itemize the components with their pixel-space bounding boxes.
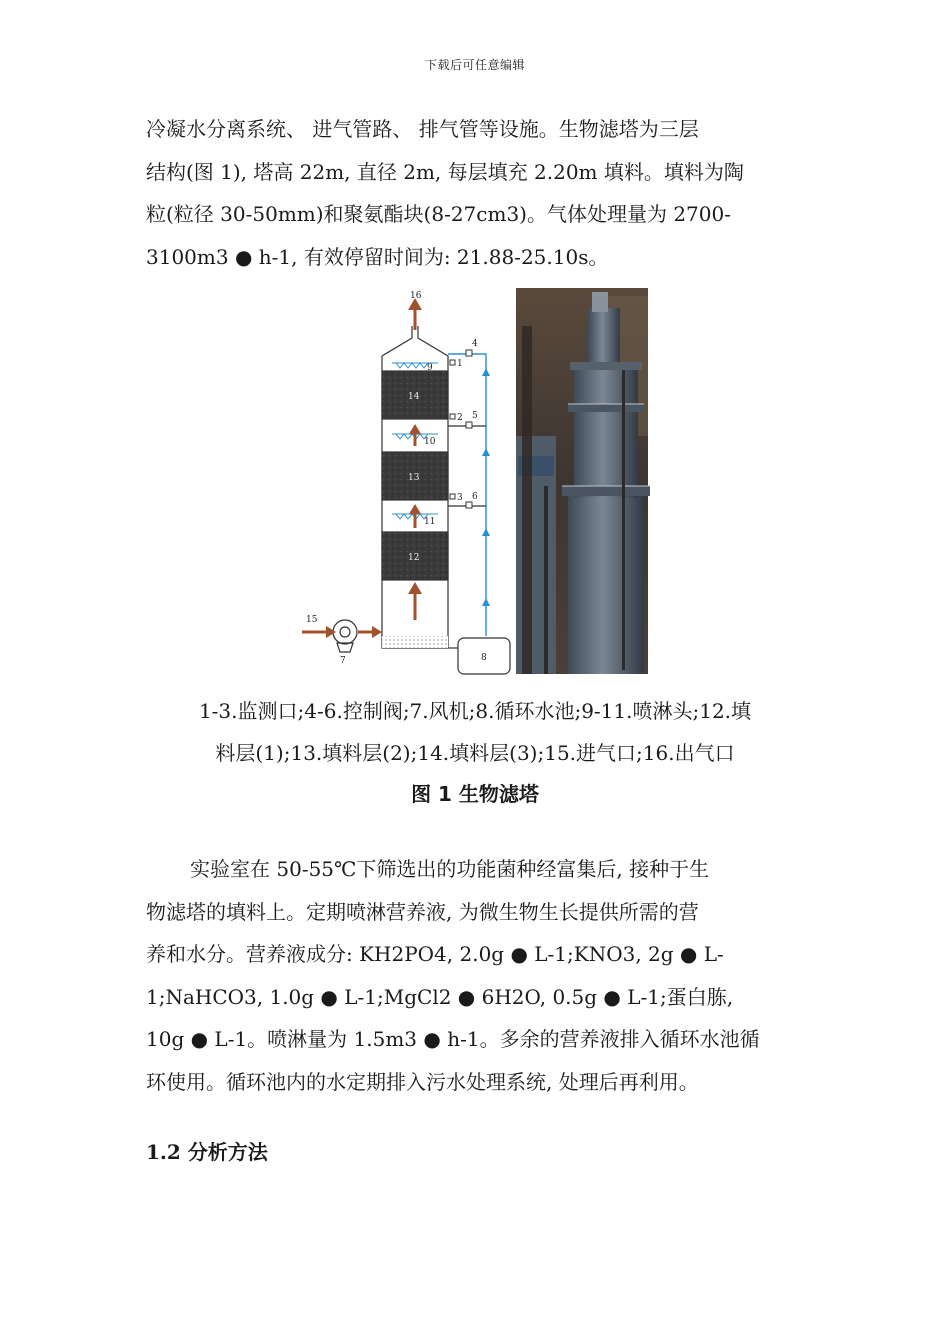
paragraph-nutrient-solution	[146, 848, 814, 1103]
label-8: 8	[481, 653, 487, 663]
label-6: 6	[472, 492, 478, 502]
label-13: 13	[408, 473, 420, 483]
label-9: 9	[427, 363, 433, 373]
label-14: 14	[408, 392, 420, 402]
caption-line: 料层(1);13.填料层(2);14.填料层(3);15.进气口;16.出气口	[215, 741, 735, 765]
figure-caption	[120, 690, 830, 774]
label-15: 15	[306, 615, 318, 625]
paragraph-line: 结构(图 1), 塔高 22m, 直径 2m, 每层填充 2.20m 填料。填料为陶	[146, 159, 744, 184]
paragraph-line: 实验室在 50-55℃下筛选出的功能菌种经富集后, 接种于生	[190, 857, 710, 881]
paragraph-line: 冷凝水分离系统、 进气管路、 排气管等设施。生物滤塔为三层	[146, 117, 699, 141]
figure-title: 图 1 生物滤塔	[411, 782, 539, 806]
paragraph-line: 1;NaHCO3, 1.0g ● L-1;MgCl2 ● 6H2O, 0.5g ● L-1;蛋白胨,	[146, 984, 734, 1009]
sump	[382, 636, 448, 648]
header-note: 下载后可任意编辑	[424, 58, 525, 72]
caption-line: 1-3.监测口;4-6.控制阀;7.风机;8.循环水池;9-11.喷淋头;12.填	[198, 699, 752, 723]
label-16: 16	[410, 291, 422, 301]
paragraph-line: 3100m3 ● h-1, 有效停留时间为: 21.88-25.10s。	[146, 244, 609, 269]
label-7: 7	[340, 656, 346, 666]
biofilter-figure	[292, 286, 652, 678]
paragraph-line: 物滤塔的填料上。定期喷淋营养液, 为微生物生长提供所需的营	[146, 899, 699, 924]
label-3: 3	[457, 493, 463, 503]
biofilter-schematic	[292, 286, 652, 678]
label-4: 4	[472, 339, 478, 349]
label-10: 10	[424, 437, 436, 447]
fan	[333, 620, 357, 644]
paragraph-system-description	[146, 108, 814, 278]
label-11: 11	[424, 517, 436, 527]
paragraph-line: 环使用。循环池内的水定期排入污水处理系统, 处理后再利用。	[146, 1069, 699, 1094]
label-12: 12	[408, 553, 420, 563]
label-2: 2	[457, 413, 463, 423]
label-5: 5	[472, 411, 478, 421]
label-1: 1	[457, 359, 463, 369]
paragraph-line: 10g ● L-1。喷淋量为 1.5m3 ● h-1。多余的营养液排入循环水池循	[146, 1027, 760, 1051]
paragraph-line: 养和水分。营养液成分: KH2PO4, 2.0g ● L-1;KNO3, 2g ● L-	[146, 942, 724, 966]
paragraph-line: 粒(粒径 30-50mm)和聚氨酯块(8-27cm3)。气体处理量为 2700-	[146, 202, 731, 226]
valves	[450, 350, 472, 508]
tower-schematic	[333, 326, 510, 674]
section-heading: 1.2 分析方法	[146, 1140, 268, 1164]
tower-photo	[516, 288, 650, 674]
